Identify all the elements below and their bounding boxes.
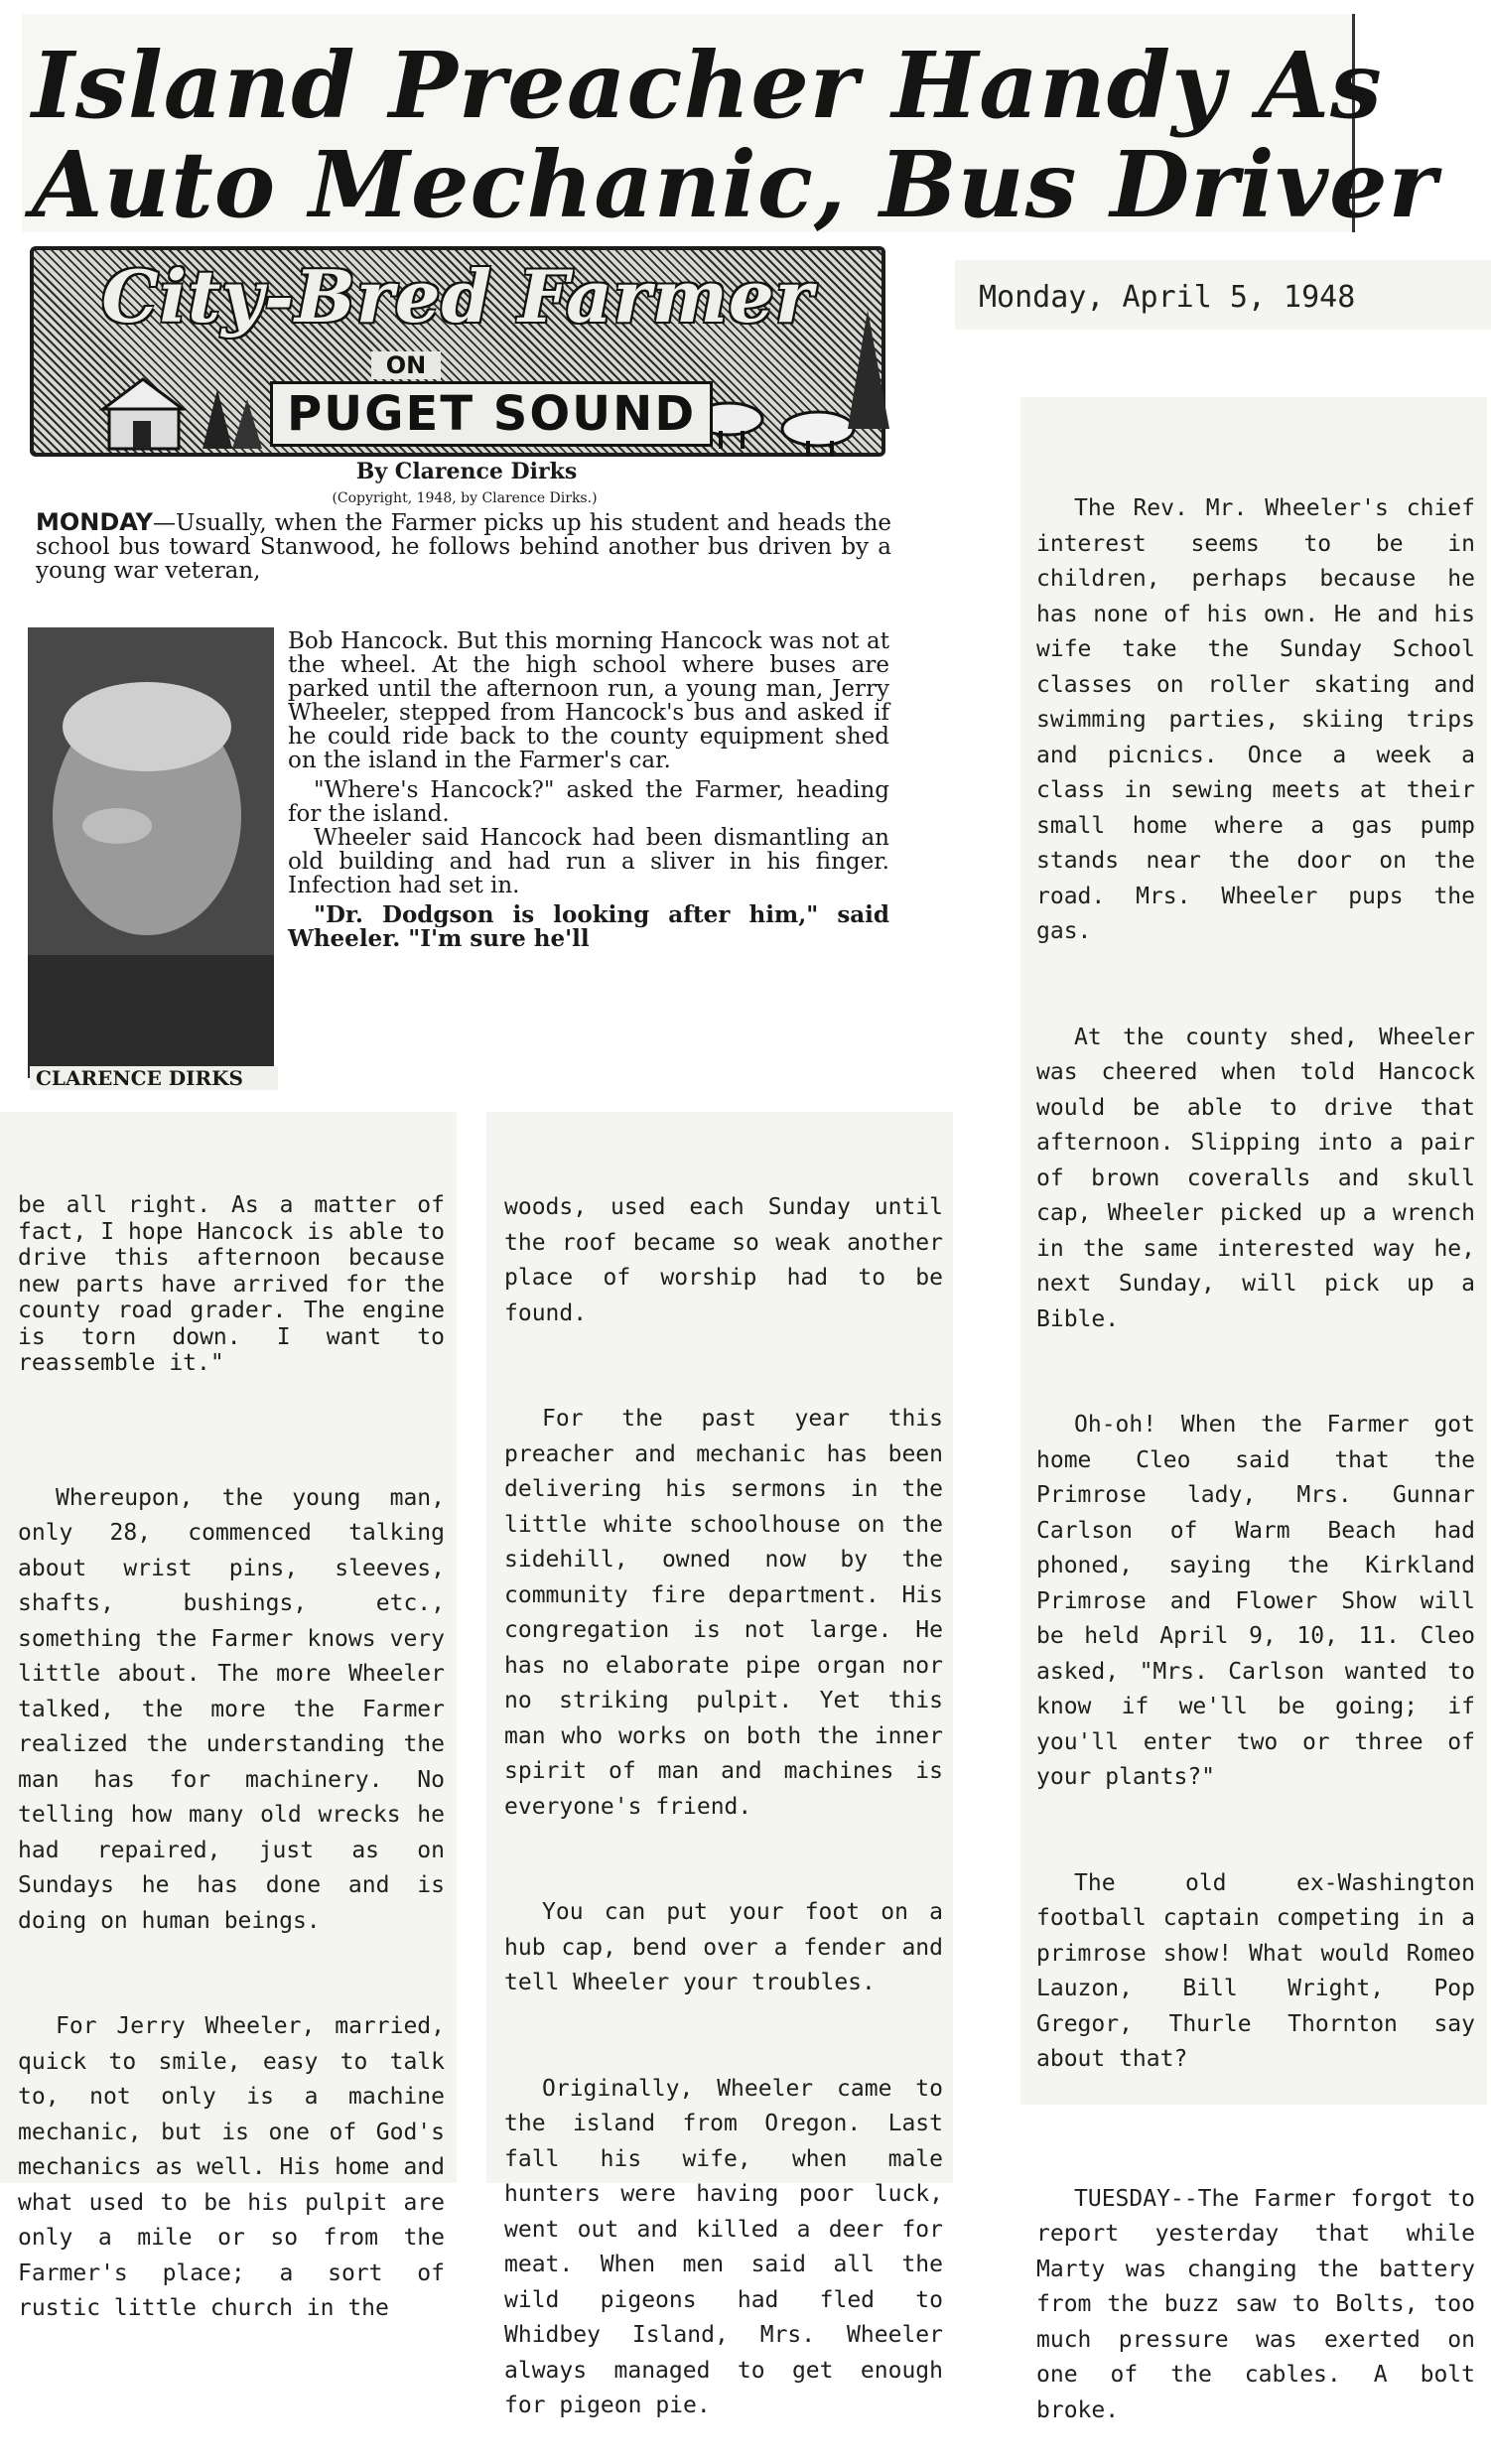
col3-paragraph-5: TUESDAY--The Farmer forgot to report yesterday that while Marty was changing the battery from the buzz saw to Bolts, too much pressure was exerted on one of the cables. A bolt broke. [1036,2185,1489,2423]
col1-paragraph-3: For Jerry Wheeler, married, quick to smile, easy to talk to, not only is a machine mechanic, but is one of God's mechanics as well. His home and what used to be his pulpit are only a mile or so from the Farmer's place; a sort of rustic little church in the [18,2013,459,2321]
banner-script-title: City-Bred Farmer [101,254,814,339]
col2-paragraph-1: woods, used each Sunday until the roof became so weak another place of worship had to be found. [504,1194,957,1326]
paragraph-3: Wheeler said Hancock had been dismantling an old building and had run a sliver in his finger. Infection had set in. [288,825,889,898]
col1-paragraph-2: Whereupon, the young man, only 28, commenced talking about wrist pins, sleeves, shafts, bushings, etc., something the Farmer knows very little about. The more Wheeler talked, the more the Farmer realized the understanding the man has for machinery. No telling how many old wrecks he had repaired, just as on Sundays he has done and is doing on human beings. [18,1484,459,1934]
paragraph-4: "Dr. Dodgson is looking after him," said Wheeler. "I'm sure he'll [288,901,889,952]
column-banner [30,246,885,457]
headline [22,14,1438,238]
date-tag: Monday, April 5, 1948 [955,260,1491,330]
portrait-illustration [28,627,274,1078]
column-3 [1020,397,1489,2423]
col1-first: be all right. As a matter of fact, I hope Hancock is able to drive this afternoon because new parts have arrived for the county road grader. The engine is torn down. I want to reassemble it." [18,1192,459,1376]
lead-continued-text: Bob Hancock. But this morning Hancock was not at the wheel. At the high school where buses are parked until the afternoon run, a young man, Jerry Wheeler, stepped from Hancock's bus and asked if he could ride back to the county equipment shed on the island in the Farmer's car. [288,628,889,773]
lead-text: —Usually, when the Farmer picks up his student and heads the school bus toward Stanwood, he follows behind another bus driven by a young war veteran, [36,510,891,584]
column-2 [486,1112,957,2418]
column-1 [0,1112,459,2321]
lead-day: MONDAY [36,508,153,536]
byline: By Clarence Dirks [355,459,578,484]
banner-place: PUGET SOUND [270,381,713,447]
col2-paragraph-2: For the past year this preacher and mechanic has been delivering his sermons in the little white schoolhouse on the sidehill, owned now by the community fire department. His congregation is not large. He has no elaborate pipe organ nor no striking pulpit. Yet this man who works on both the inner spirit of man and machines is everyone's friend. [504,1406,957,1820]
copyright-notice: (Copyright, 1948, by Clarence Dirks.) [332,490,598,506]
col2-paragraph-3: You can put your foot on a hub cap, bend over a fender and tell Wheeler your troubles. [504,1899,957,1995]
headline-line-2: Auto Mechanic, Bus Driver [32,131,1438,238]
col3-paragraph-3: Oh-oh! When the Farmer got home Cleo said that the Primrose lady, Mrs. Gunnar Carlson of Warm Beach had phoned, saying the Kirkland Primrose and Flower Show will be held April 9, 10, 11. Cleo asked, "Mrs. Carlson wanted to know if we'll be going; if you'll enter two or three of your plants?" [1036,1412,1489,1790]
col3-paragraph-1: The Rev. Mr. Wheeler's chief interest seems to be in children, perhaps because he has none of his own. He and his wife take the Sunday School classes on roller skating and swimming parties, skiing trips and picnics. Once a week a class in sewing meets at their small home where a gas pump stands near the door on the road. Mrs. Wheeler pups the gas. [1036,495,1489,944]
photo-caption: CLARENCE DIRKS [30,1066,278,1090]
paragraph-2: "Where's Hancock?" asked the Farmer, heading for the island. [288,777,889,827]
headline-line-1: Island Preacher Handy As [32,32,1383,139]
col3-paragraph-4: The old ex-Washington football captain competing in a primrose show! What would Romeo Lauzon, Bill Wright, Pop Gregor, Thurle Thornton say about that? [1036,1869,1489,2072]
col2-paragraph-4: Originally, Wheeler came to the island from Oregon. Last fall his wife, when male hunters were having poor luck, went out and killed a deer for meat. When men said all the wild pigeons had fled to Whidbey Island, Mrs. Wheeler always managed to get enough for pigeon pie. [504,2075,957,2418]
banner-on: ON [371,351,441,379]
col3-paragraph-2: At the county shed, Wheeler was cheered when told Hancock would be able to drive that afternoon. Slipping into a pair of brown coveralls and skull cap, Wheeler picked up a wrench in the same interested way he, next Sunday, will pick up a Bible. [1036,1024,1489,1332]
lead-continued [288,629,889,951]
author-photo [28,627,274,1078]
lead-paragraph [36,510,891,583]
